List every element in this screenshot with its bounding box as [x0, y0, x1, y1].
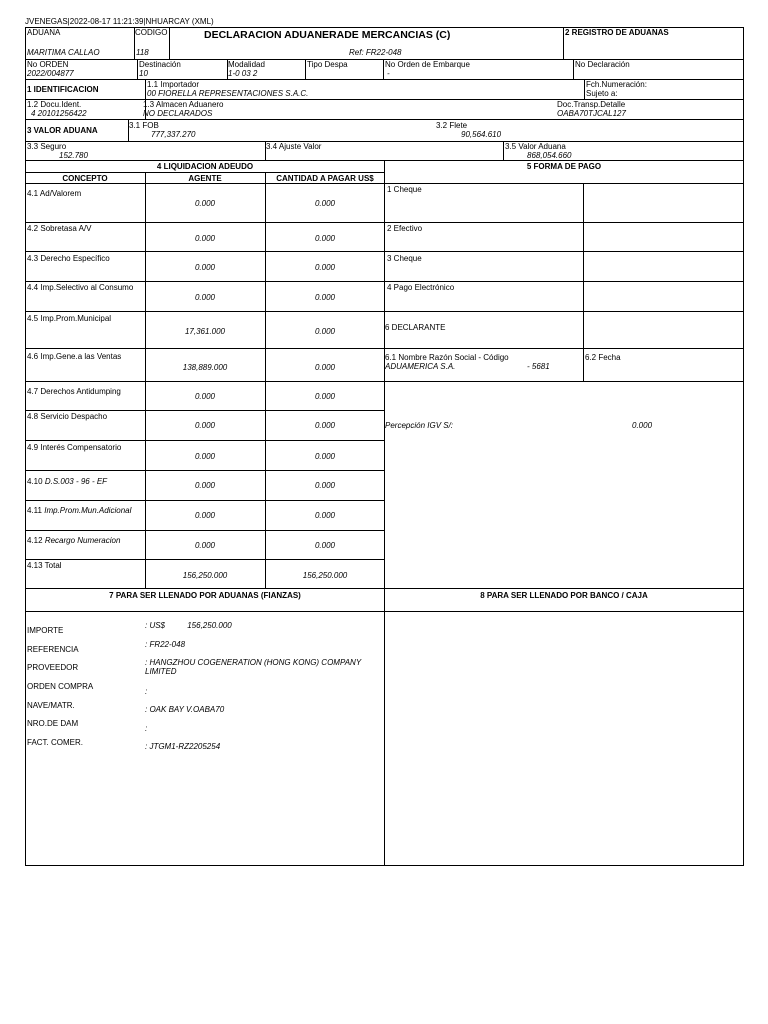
divider [383, 59, 384, 79]
registro-aduanas-heading: 2 REGISTRO DE ADUANAS [565, 28, 669, 37]
agente-value: 0.000 [194, 263, 216, 272]
agente-value: 0.000 [194, 541, 216, 550]
divider [305, 59, 306, 79]
seguro-value: 152.780 [59, 151, 88, 160]
cantidad-value: 0.000 [314, 481, 336, 490]
codigo-value: 118 [136, 48, 149, 57]
proveedor-value: : HANGZHOU COGENERATION (HONG KONG) COMPANY LIMITED [145, 658, 362, 676]
fch-numeracion-label: Fch.Numeración: [586, 80, 647, 89]
nave-value: : OAK BAY V.OABA70 [145, 705, 225, 714]
divider [25, 222, 744, 223]
percepcion-value: 0.000 [632, 421, 653, 430]
divider [25, 470, 385, 471]
forma-pago-item: 2 Efectivo [387, 224, 423, 233]
ajuste-label: 3.4 Ajuste Valor [266, 142, 322, 151]
referencia-label: REFERENCIA [27, 645, 79, 654]
agente-value: 0.000 [194, 452, 216, 461]
declarante-heading: 6 DECLARANTE [385, 323, 446, 332]
forma-pago-item: 3 Cheque [387, 254, 422, 263]
no-orden-embarque-value: - [387, 69, 390, 78]
fob-label: 3.1 FOB [129, 121, 159, 130]
proveedor-label: PROVEEDOR [27, 663, 79, 672]
frame-right [743, 27, 744, 866]
docu-ident-label: 1.2 Docu.Ident. [27, 100, 82, 109]
modalidad-value: 1-0 03 2 [228, 69, 258, 78]
concepto-row: 4.11 Imp.Prom.Mun.Adicional [27, 506, 132, 515]
divider [25, 348, 744, 349]
agente-value: 0.000 [194, 199, 216, 208]
nombre-razon-value: ADUAMERICA S.A. [385, 362, 456, 371]
aduana-label: ADUANA [27, 28, 61, 37]
destinacion-value: 10 [139, 69, 148, 78]
divider [25, 381, 744, 382]
agente-value: 0.000 [194, 511, 216, 520]
fecha-label: 6.2 Fecha [585, 353, 621, 362]
referencia-value: : FR22-048 [145, 640, 186, 649]
docu-ident-value: 4 20101256422 [31, 109, 87, 118]
concepto-row: 4.4 Imp.Selectivo al Consumo [27, 283, 134, 292]
divider [25, 500, 385, 501]
divider [25, 311, 744, 312]
cantidad-value: 0.000 [314, 263, 336, 272]
forma-pago-item: 1 Cheque [387, 185, 422, 194]
nombre-razon-label: 6.1 Nombre Razón Social - Código [385, 353, 509, 362]
declarante-codigo: - 5681 [527, 362, 550, 371]
concepto-row: 4.1 Ad/Valorem [27, 189, 82, 198]
concepto-row: 4.2 Sobretasa A/V [27, 224, 92, 233]
valor-aduana-heading: 3 VALOR ADUANA [27, 126, 98, 135]
concepto-row: 4.7 Derechos Antidumping [27, 387, 121, 396]
divider [25, 530, 385, 531]
cantidad-value: 0.000 [314, 421, 336, 430]
divider [583, 183, 584, 381]
orden-compra-label: ORDEN COMPRA [27, 682, 94, 691]
cantidad-value: 156,250.000 [302, 571, 348, 580]
percepcion-label: Percepción IGV S/: [385, 421, 454, 430]
agente-value: 17,361.000 [184, 327, 226, 336]
frame-left [25, 27, 26, 866]
concepto-row: 4.5 Imp.Prom.Municipal [27, 314, 112, 323]
divider [25, 141, 744, 142]
cantidad-value: 0.000 [314, 511, 336, 520]
tipo-despa-label: Tipo Despa [307, 60, 348, 69]
valor-aduana-value: 868,054.660 [527, 151, 572, 160]
divider [25, 440, 385, 441]
cantidad-value: 0.000 [314, 363, 336, 372]
divider [503, 141, 504, 160]
cantidad-value: 0.000 [314, 452, 336, 461]
seguro-label: 3.3 Seguro [27, 142, 67, 151]
valor-aduana-label: 3.5 Valor Aduana [505, 142, 566, 151]
divider [25, 251, 744, 252]
modalidad-label: Modalidad [228, 60, 265, 69]
reference: Ref: FR22-048 [349, 48, 402, 57]
agente-value: 156,250.000 [182, 571, 228, 580]
divider [25, 410, 385, 411]
importador-label: 1.1 Importador [147, 80, 200, 89]
concepto-row: 4.8 Servicio Despacho [27, 412, 108, 421]
concepto-row: 4.3 Derecho Específico [27, 254, 110, 263]
importe-value: : US$ 156,250.000 [145, 621, 232, 630]
forma-pago-item: 4 Pago Electrónico [387, 283, 455, 292]
header-line: JVENEGAS|2022-08-17 11:21:39|NHUARCAY (XML) [25, 17, 214, 26]
col-concepto: CONCEPTO [62, 174, 108, 183]
codigo-label: CODIGO [135, 28, 168, 37]
fact-comer-label: FACT. COMER. [27, 738, 84, 747]
agente-value: 0.000 [194, 392, 216, 401]
concepto-row: 4.6 Imp.Gene.a las Ventas [27, 352, 122, 361]
page-title: DECLARACION ADUANERADE MERCANCIAS (C) [204, 29, 451, 41]
divider [137, 59, 138, 79]
flete-label: 3.2 Flete [436, 121, 468, 130]
divider [25, 559, 385, 560]
orden-compra-value: : [145, 687, 148, 696]
doc-transp-value: OABA70TJCAL127 [557, 109, 626, 118]
cantidad-value: 0.000 [314, 392, 336, 401]
no-orden-value: 2022/004877 [27, 69, 74, 78]
nro-dam-value: : [145, 724, 148, 733]
cantidad-value: 0.000 [314, 541, 336, 550]
forma-pago-heading: 5 FORMA DE PAGO [526, 162, 602, 171]
cantidad-value: 0.000 [314, 327, 336, 336]
agente-value: 0.000 [194, 481, 216, 490]
cantidad-value: 0.000 [314, 199, 336, 208]
concepto-row: 4.12 Recargo Numeracion [27, 536, 121, 545]
agente-value: 0.000 [194, 293, 216, 302]
no-declaracion-label: No Declaración [575, 60, 630, 69]
divider [25, 119, 744, 120]
no-orden-embarque-label: No Orden de Embarque [385, 60, 470, 69]
concepto-row: 4.13 Total [27, 561, 62, 570]
concepto-row: 4.9 Interés Compensatorio [27, 443, 122, 452]
divider [25, 588, 744, 589]
fact-comer-value: : JTGM1-RZ2205254 [145, 742, 221, 751]
liquidacion-heading: 4 LIQUIDACION ADEUDO [156, 162, 254, 171]
divider [573, 59, 574, 79]
nro-dam-label: NRO.DE DAM [27, 719, 79, 728]
divider [25, 281, 744, 282]
destinacion-label: Destinación [139, 60, 181, 69]
aduana-value: MARITIMA CALLAO [27, 48, 100, 57]
nave-label: NAVE/MATR. [27, 701, 75, 710]
agente-value: 138,889.000 [182, 363, 228, 372]
col-cantidad: CANTIDAD A PAGAR US$ [276, 174, 374, 183]
importador-value: 00 FIORELLA REPRESENTACIONES S.A.C. [147, 89, 309, 98]
identificacion-heading: 1 IDENTIFICACION [27, 85, 99, 94]
divider [169, 27, 170, 59]
fob-value: 777,337.270 [151, 130, 196, 139]
col-agente: AGENTE [188, 174, 222, 183]
section8-heading: 8 PARA SER LLENADO POR BANCO / CAJA [480, 591, 648, 600]
flete-value: 90,564.610 [461, 130, 502, 139]
divider [584, 79, 585, 99]
no-orden-label: No ORDEN [27, 60, 69, 69]
divider [25, 99, 744, 100]
divider [25, 611, 744, 612]
cantidad-value: 0.000 [314, 293, 336, 302]
divider [563, 27, 564, 59]
section7-heading: 7 PARA SER LLENADO POR ADUANAS (FIANZAS) [109, 591, 301, 600]
concepto-row: 4.10 D.S.003 - 96 - EF [27, 477, 108, 486]
agente-value: 0.000 [194, 421, 216, 430]
almacen-value: NO DECLARADOS [143, 109, 213, 118]
cantidad-value: 0.000 [314, 234, 336, 243]
almacen-label: 1.3 Almacen Aduanero [143, 100, 224, 109]
agente-value: 0.000 [194, 234, 216, 243]
importe-label: IMPORTE [27, 626, 64, 635]
divider [25, 172, 385, 173]
sujeto-label: Sujeto a: [586, 89, 618, 98]
doc-transp-label: Doc.Transp.Detalle [557, 100, 626, 109]
